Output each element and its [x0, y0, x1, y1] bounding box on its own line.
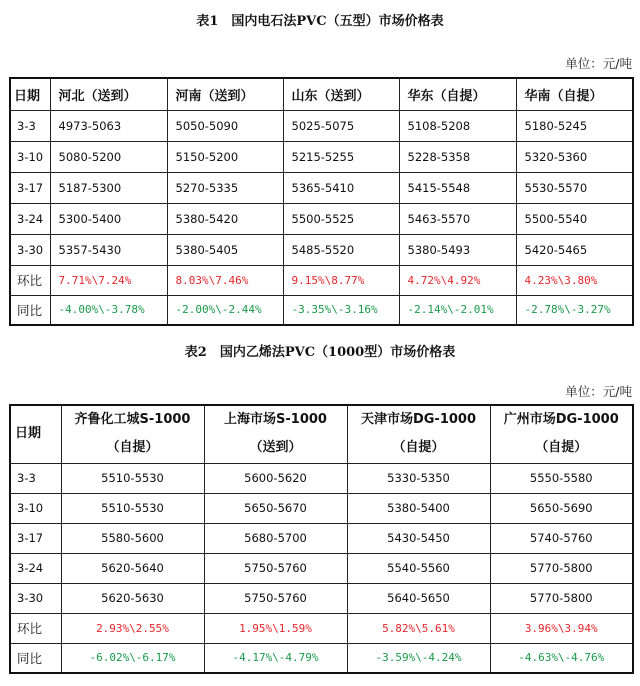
- table2-cell: 5540-5560: [347, 553, 490, 583]
- huanbi-value: 7.71%\7.24%: [50, 265, 167, 295]
- header-line: 天津市场DG-1000: [360, 412, 477, 428]
- table-row: [10, 463, 633, 493]
- table2-cell: 5600-5620: [204, 463, 347, 493]
- table1-cell: 3-30: [10, 234, 50, 265]
- table-row: [10, 523, 633, 553]
- table2-title: 表2 国内乙烯法PVC（1000型）市场价格表: [184, 345, 456, 360]
- table2-cell: 3-10: [10, 493, 61, 523]
- huanbi-value: 1.95%\1.59%: [204, 613, 347, 643]
- tongbi-value: -3.59%\-4.24%: [347, 643, 490, 673]
- table2-cell: 5640-5650: [347, 583, 490, 613]
- table1-cell: 5150-5200: [167, 141, 283, 172]
- table1-cell: 3-3: [10, 110, 50, 141]
- table2-header-shanghai: [204, 405, 347, 463]
- table2-cell: 5620-5630: [61, 583, 204, 613]
- table1-cell: 3-10: [10, 141, 50, 172]
- table1-cell: 5357-5430: [50, 234, 167, 265]
- huanbi-value: 4.23%\3.80%: [516, 265, 633, 295]
- table2-cell: 5770-5800: [490, 553, 633, 583]
- tongbi-value: -4.00%\-3.78%: [50, 295, 167, 325]
- huanbi-value: 3.96%\3.94%: [490, 613, 633, 643]
- table2-cell: 3-17: [10, 523, 61, 553]
- tongbi-value: -4.63%\-4.76%: [490, 643, 633, 673]
- table2-cell: 5750-5760: [204, 553, 347, 583]
- table-row: [10, 203, 633, 234]
- table2-cell: 5680-5700: [204, 523, 347, 553]
- table-row: [10, 141, 633, 172]
- table1-cell: 5530-5570: [516, 172, 633, 203]
- tongbi-label: 同比: [10, 643, 61, 673]
- table2-cell: 3-24: [10, 553, 61, 583]
- table1-cell: 5415-5548: [399, 172, 516, 203]
- table1-cell: 5228-5358: [399, 141, 516, 172]
- table1-cell: 5485-5520: [283, 234, 399, 265]
- table1-cell: 5500-5525: [283, 203, 399, 234]
- table1-cell: 5270-5335: [167, 172, 283, 203]
- table2-header-tianjin: [347, 405, 490, 463]
- huanbi-value: 5.82%\5.61%: [347, 613, 490, 643]
- table1-cell: 5215-5255: [283, 141, 399, 172]
- tongbi-value: -6.02%\-6.17%: [61, 643, 204, 673]
- table-row: [10, 110, 633, 141]
- table2-header-guangzhou: [490, 405, 633, 463]
- table2-cell: 5740-5760: [490, 523, 633, 553]
- table1-cell: 5300-5400: [50, 203, 167, 234]
- table1-header-henan: 河南（送到）: [167, 78, 283, 110]
- table1-cell: 5380-5493: [399, 234, 516, 265]
- table2-cell: 3-30: [10, 583, 61, 613]
- table2-cell: 5750-5760: [204, 583, 347, 613]
- table1-cell: 5025-5075: [283, 110, 399, 141]
- table1-cell: 5050-5090: [167, 110, 283, 141]
- huanbi-value: 4.72%\4.92%: [399, 265, 516, 295]
- table1-cell: 5380-5420: [167, 203, 283, 234]
- table1-unit: 单位：元/吨: [565, 56, 632, 71]
- table2-cell: 5550-5580: [490, 463, 633, 493]
- table1-cell: 5180-5245: [516, 110, 633, 141]
- header-line: 上海市场S-1000: [224, 412, 327, 428]
- tongbi-label: 同比: [10, 295, 50, 325]
- header-line: 齐鲁化工城S-1000: [74, 412, 191, 428]
- tongbi-value: -2.14%\-2.01%: [399, 295, 516, 325]
- table1-huanbi-row: [10, 265, 633, 295]
- tongbi-value: -2.00%\-2.44%: [167, 295, 283, 325]
- table1-header-huadong: 华东（自提）: [399, 78, 516, 110]
- table1-cell: 5500-5540: [516, 203, 633, 234]
- huanbi-label: 环比: [10, 265, 50, 295]
- table2-tongbi-row: [10, 643, 633, 673]
- table2-cell: 5430-5450: [347, 523, 490, 553]
- header-line: （自提）: [392, 440, 445, 456]
- table2-cell: 5620-5640: [61, 553, 204, 583]
- table1-header-hebei: 河北（送到）: [50, 78, 167, 110]
- table2-cell: 5770-5800: [490, 583, 633, 613]
- table2-cell: 5650-5670: [204, 493, 347, 523]
- tongbi-value: -3.35%\-3.16%: [283, 295, 399, 325]
- table1-title: 表1 国内电石法PVC（五型）市场价格表: [196, 14, 444, 29]
- table1-cell: 5108-5208: [399, 110, 516, 141]
- table1-tongbi-row: [10, 295, 633, 325]
- table2-header-date: 日期: [10, 405, 61, 463]
- table-row: [10, 553, 633, 583]
- table-row: [10, 234, 633, 265]
- table-row: [10, 172, 633, 203]
- table2-huanbi-row: [10, 613, 633, 643]
- table2-header-row: [10, 405, 633, 463]
- table1-header-date: 日期: [10, 78, 50, 110]
- table1-cell: 3-17: [10, 172, 50, 203]
- table1-cell: 5380-5405: [167, 234, 283, 265]
- header-line: （自提）: [106, 440, 159, 456]
- table2-cell: 5650-5690: [490, 493, 633, 523]
- table2-cell: 5380-5400: [347, 493, 490, 523]
- tongbi-value: -2.78%\-3.27%: [516, 295, 633, 325]
- header-line: （送到）: [249, 440, 302, 456]
- table2-unit: 单位：元/吨: [565, 384, 632, 399]
- table1-header-huanan: 华南（自提）: [516, 78, 633, 110]
- huanbi-label: 环比: [10, 613, 61, 643]
- table2-cell: 5580-5600: [61, 523, 204, 553]
- huanbi-value: 2.93%\2.55%: [61, 613, 204, 643]
- tongbi-value: -4.17%\-4.79%: [204, 643, 347, 673]
- table1-cell: 3-24: [10, 203, 50, 234]
- table1-cell: 5463-5570: [399, 203, 516, 234]
- table1-cell: 5080-5200: [50, 141, 167, 172]
- table2-cell: 5510-5530: [61, 493, 204, 523]
- table2-price-table: [9, 404, 634, 674]
- table-row: [10, 493, 633, 523]
- huanbi-value: 8.03%\7.46%: [167, 265, 283, 295]
- table1-cell: 5187-5300: [50, 172, 167, 203]
- table2-cell: 5330-5350: [347, 463, 490, 493]
- header-line: 广州市场DG-1000: [503, 412, 619, 428]
- table2-cell: 3-3: [10, 463, 61, 493]
- header-line: （自提）: [535, 440, 588, 456]
- table1-price-table: [9, 77, 634, 326]
- table2-cell: 5510-5530: [61, 463, 204, 493]
- table2-header-qilu: [61, 405, 204, 463]
- table1-cell: 5320-5360: [516, 141, 633, 172]
- table1-cell: 5365-5410: [283, 172, 399, 203]
- table1-header-shandong: 山东（送到）: [283, 78, 399, 110]
- table-row: [10, 583, 633, 613]
- table1-header-row: [10, 78, 633, 110]
- huanbi-value: 9.15%\8.77%: [283, 265, 399, 295]
- table1-cell: 4973-5063: [50, 110, 167, 141]
- table1-cell: 5420-5465: [516, 234, 633, 265]
